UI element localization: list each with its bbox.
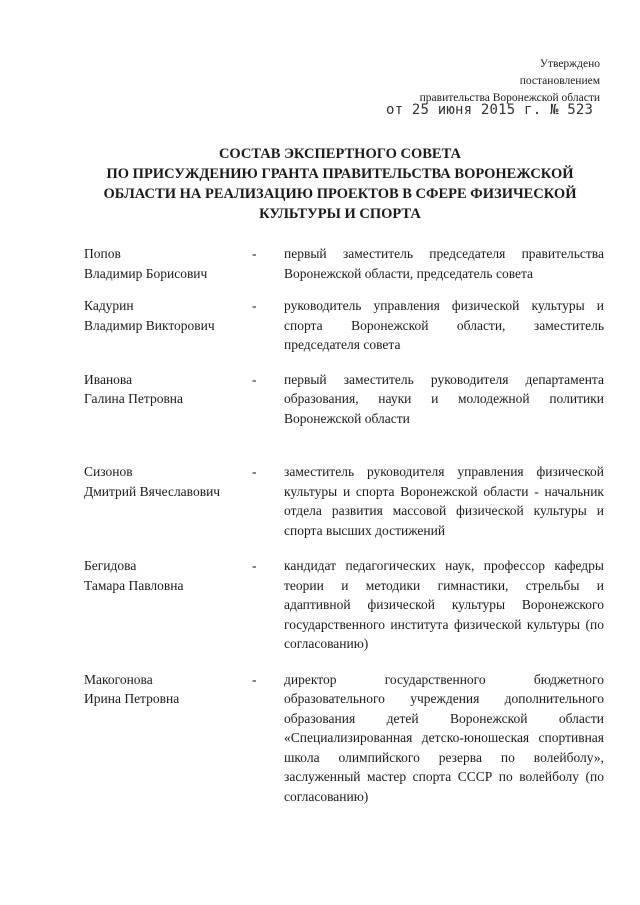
member-name <box>84 462 252 540</box>
member-given-names: Тамара Павловна <box>84 577 184 593</box>
member-dash: - <box>252 671 257 687</box>
member-surname: Макогонова <box>84 671 153 687</box>
member-entry <box>84 462 604 540</box>
approval-stamp <box>420 56 600 107</box>
member-dash: - <box>252 371 257 387</box>
member-role: заместитель руководителя управления физической культуры и спорта Воронежской области - начальник отдела развития массовой физической культуры и спорта высших достижений <box>284 464 604 538</box>
member-role: руководитель управления физической культуры и спорта Воронежской области, заместитель председателя совета <box>284 298 604 352</box>
member-entry <box>84 244 604 283</box>
member-entry <box>84 370 604 429</box>
member-surname: Иванова <box>84 371 133 387</box>
approval-date: от 25 июня 2015 г. № 523 <box>386 102 594 118</box>
member-dash: - <box>252 464 257 479</box>
member-surname: Сизонов <box>84 464 133 479</box>
member-given-names: Дмитрий Вячеславович <box>84 483 221 499</box>
member-name <box>84 244 252 283</box>
title-line: КУЛЬТУРЫ И СПОРТА <box>259 206 421 222</box>
member-entry <box>84 556 604 654</box>
member-given-names: Галина Петровна <box>84 391 184 406</box>
member-role: первый заместитель руководителя департамента образования, науки и молодежной политики Воронежской области <box>284 371 604 426</box>
approval-line-resolution: постановлением <box>519 75 600 87</box>
member-dash: - <box>252 558 257 573</box>
member-surname: Попов <box>84 246 121 261</box>
member-entry <box>84 670 604 807</box>
title-line: ПО ПРИСУЖДЕНИЮ ГРАНТА ПРАВИТЕЛЬСТВА ВОРОНЕЖСКОЙ <box>106 166 574 182</box>
approval-line-government: правительства Воронежской области <box>419 92 600 104</box>
member-surname: Кадурин <box>84 298 134 313</box>
approval-line-approved: Утверждено <box>539 58 600 70</box>
member-name <box>84 556 252 654</box>
member-role: первый заместитель председателя правительства Воронежской области, председатель совета <box>284 246 604 281</box>
member-role: кандидат педагогических наук, профессор кафедры теории и методики гимнастики, стрельбы и адаптивной физической культуры Воронежского государственного института физической культуры (по согласованию) <box>284 558 604 651</box>
title-line: ОБЛАСТИ НА РЕАЛИЗАЦИЮ ПРОЕКТОВ В СФЕРЕ ФИЗИЧЕСКОЙ <box>103 186 577 202</box>
member-given-names: Ирина Петровна <box>84 691 180 706</box>
member-surname: Бегидова <box>84 558 137 573</box>
member-name <box>84 296 252 355</box>
member-dash: - <box>252 298 257 313</box>
document-title <box>60 144 620 224</box>
member-entry <box>84 296 604 355</box>
member-name <box>84 370 252 429</box>
member-given-names: Владимир Борисович <box>84 265 208 281</box>
council-members-list <box>84 244 604 806</box>
member-given-names: Владимир Викторович <box>84 317 215 333</box>
title-line: СОСТАВ ЭКСПЕРТНОГО СОВЕТА <box>218 146 462 162</box>
member-role: директор государственного бюджетного образовательного учреждения дополнительного образования детей Воронежской области «Специализированная детско-юношеская спортивная школа олимпийского резерва по волейболу», заслуженный мастер спорта СССР по волейболу (по согласованию) <box>284 671 604 804</box>
member-dash: - <box>252 246 257 261</box>
member-name <box>84 670 252 807</box>
